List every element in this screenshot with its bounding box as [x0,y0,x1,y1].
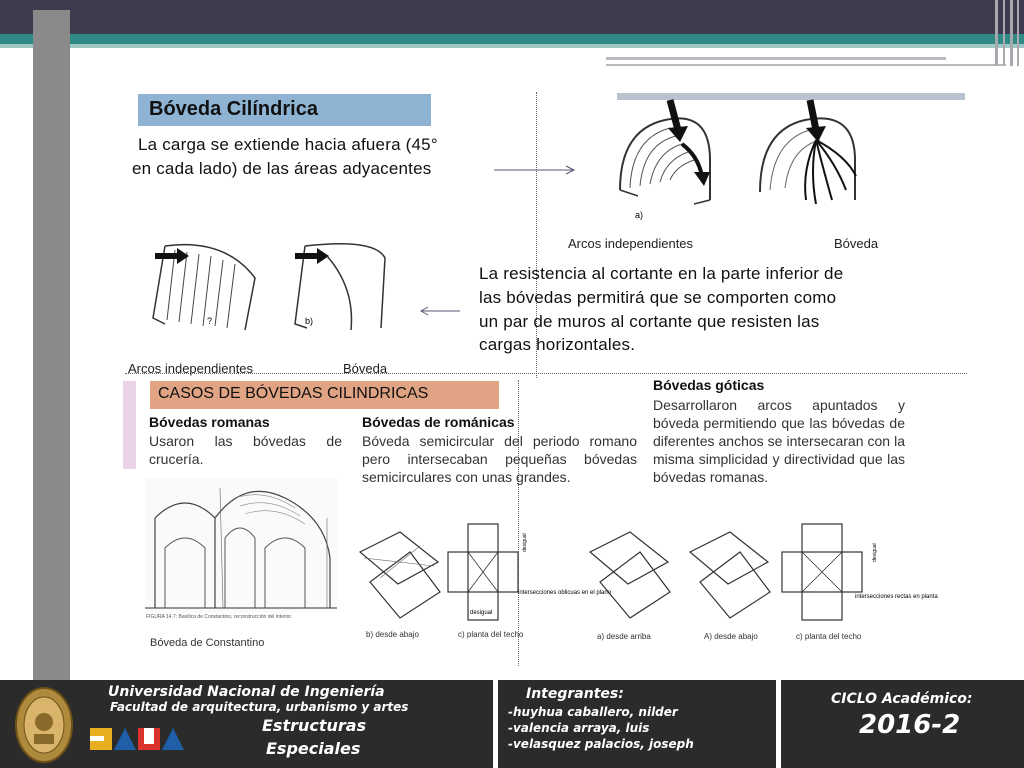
casos-title: CASOS DE BÓVEDAS CILINDRICAS [158,385,429,402]
member-2: -valencia arraya, luis [508,721,650,735]
svg-text:?: ? [207,316,213,326]
cross-vault-figures [350,522,938,630]
fig-label-planta-techo-gotica: c) planta del techo [796,632,862,641]
ciclo-label: CICLO Académico: [831,691,973,707]
vault-side-drawing [295,244,385,330]
faculty-name: Facultad de arquitectura, urbanismo y artes [110,700,409,714]
romanas-text: Usaron las bóvedas de crucería. [149,433,342,467]
course-name-line-2: Especiales [266,739,361,758]
gotica-view-below [690,532,770,618]
casos-title-box [150,381,499,409]
resistance-line-1: La resistencia al cortante en la parte inferior de [479,264,844,283]
left-gray-bar [33,10,70,682]
gotica-view-above [590,532,670,618]
university-name: Universidad Nacional de Ingeniería [108,684,385,700]
footer-ciclo-panel [781,680,1024,768]
deco-vline [1010,0,1013,66]
university-seal-icon [14,686,74,764]
romanica-plan [448,524,612,620]
right-header-band [617,93,965,100]
constantino-figura-note: FIGURA 14.7: Basílica de Constantino, reconstrucción del interior. [146,614,293,620]
section-title-box [138,94,431,126]
romanicas-heading: Bóvedas de románicas [362,414,515,430]
deco-vline [1003,0,1005,66]
constantino-caption: Bóveda de Constantino [150,637,265,649]
barrel-vault-figures [610,100,910,230]
svg-text:desigual: desigual [522,533,528,552]
member-3: -velasquez palacios, joseph [508,737,694,751]
ciclo-value: 2016-2 [859,710,961,740]
intro-line-1: La carga se extiende hacia afuera (45° [138,135,438,154]
fig-label-boveda-right: Bóveda [834,236,879,251]
romanica-view-below [360,532,440,618]
fig-label-desde-abajo: b) desde abajo [366,630,419,639]
romanas-heading: Bóvedas romanas [149,414,270,430]
pink-accent [123,381,136,469]
svg-text:desigual: desigual [470,610,493,616]
fig-label-desde-arriba: a) desde arriba [597,632,651,641]
deco-vline [1017,0,1019,66]
deco-line [606,64,1006,66]
deco-vline [995,0,998,66]
vault-continuous-drawing [760,100,856,204]
resistance-line-2: las bóvedas permitirá que se comporten como [479,288,837,307]
svg-text:a): a) [635,210,644,220]
footer-members-panel [498,680,776,768]
svg-text:intersecciones oblicuas en el: intersecciones oblicuas en el plano [518,590,612,596]
teal-bar [0,34,1024,44]
resistance-line-3: un par de muros al cortante que resisten las [479,312,820,331]
svg-text:intersecciones rectas en plant: intersecciones rectas en planta [855,594,938,600]
fig-label-planta-techo: c) planta del techo [458,630,524,639]
arches-side-drawing [153,245,255,330]
section-title: Bóveda Cilíndrica [149,98,318,120]
teal-thin-bar [0,44,1024,48]
svg-text:b): b) [305,316,314,326]
fig-label-arcos-right: Arcos independientes [568,236,694,251]
pointer-arrow-right [494,163,578,177]
course-name-line-1: Estructuras [262,716,367,735]
goticas-text: Desarrollaron arcos apuntados y bóveda permitiendo que las bóvedas de diferentes anchos se intersecaran con la misma simplicidad y directividad que las bóvedas romanas. [653,397,905,485]
goticas-heading: Bóvedas góticas [653,377,765,393]
fig-label-desde-abajo-gotica: A) desde abajo [704,632,758,641]
gotica-plan [782,524,938,620]
constantino-illustration [145,478,337,613]
fig-label-boveda-left: Bóveda [343,361,388,376]
top-bar [0,0,1024,34]
vault-side-figures [145,238,395,338]
vault-arches-drawing [620,100,710,220]
fig-label-arcos-left: Arcos independientes [128,361,254,376]
resistance-line-4: cargas horizontales. [479,335,636,354]
pointer-arrow-left [418,306,460,316]
footer-university-panel [0,680,493,768]
faua-logo [90,724,190,752]
integrantes-title: Integrantes: [526,686,624,702]
romanicas-text: Bóveda semicircular del periodo romano pero intersecaban pequeñas bóvedas semicirculares con unas grandes. [362,433,637,485]
member-1: -huyhua caballero, nilder [508,705,678,719]
deco-line [606,57,946,60]
svg-text:desigual: desigual [872,543,878,562]
intro-line-2: en cada lado) de las áreas adyacentes [132,159,432,178]
